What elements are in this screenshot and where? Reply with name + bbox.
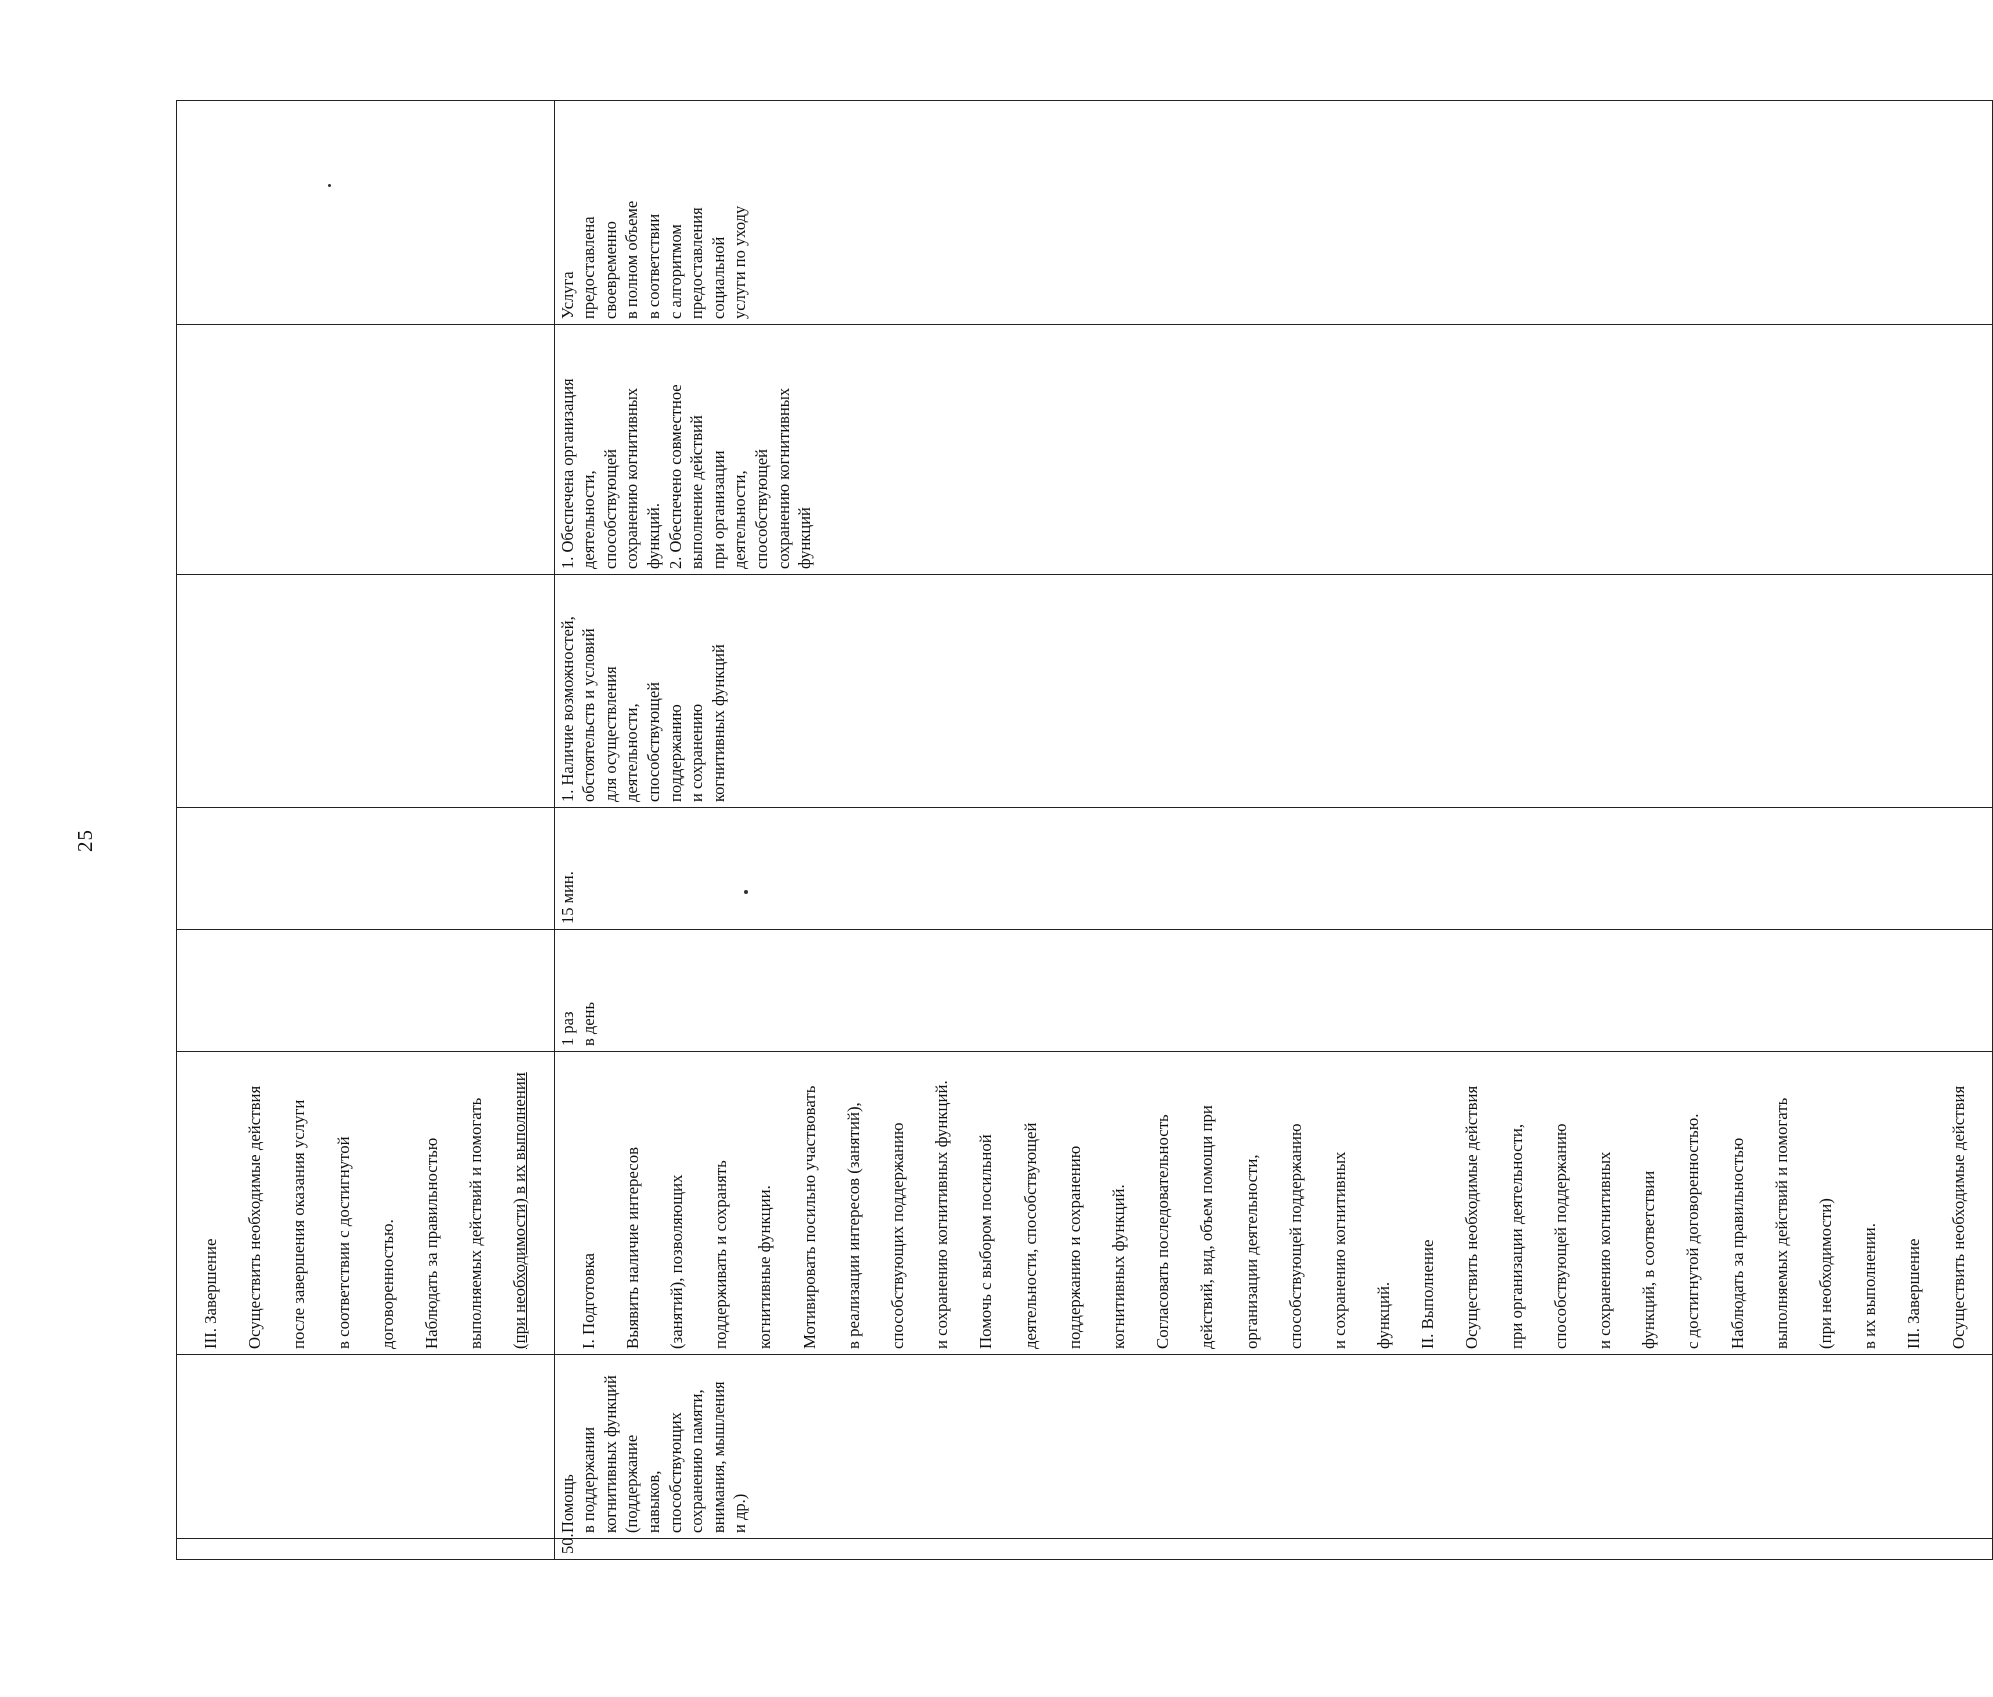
services-table <box>176 100 1993 1560</box>
cell-duration <box>177 808 555 930</box>
cell-frequency <box>177 930 555 1052</box>
step-line: когнитивных функций. <box>1108 1184 1128 1349</box>
cell-results <box>177 325 555 575</box>
cell-service-name: Помощь в поддержании когнитивных функций (поддержание навыков, способствующих сохранению памяти, внимания, мышления и др.) <box>554 1355 1992 1539</box>
cell-frequency: 1 раз в день <box>554 930 1992 1052</box>
step-line: II. Выполнение <box>1418 1239 1438 1349</box>
cell-duration: 15 мин. <box>554 808 1992 930</box>
step-line: Согласовать последовательность <box>1153 1114 1173 1349</box>
cell-conditions: 1. Наличие возможностей, обстоятельств и условий для осуществления деятельности, способствующей поддержанию и сохранению когнитивных функций <box>554 575 1992 808</box>
step-line: Мотивировать посильно участвовать <box>799 1085 819 1349</box>
cell-number <box>177 1539 555 1560</box>
step-line: (занятий), позволяющих <box>667 1174 687 1349</box>
step-line: выполняемых действий и помогать <box>466 1097 486 1349</box>
step-line: Осуществить необходимые действия <box>245 1085 265 1349</box>
page-number: 25 <box>73 829 97 852</box>
step-line: выполняемых действий и помогать <box>1771 1097 1791 1349</box>
step-line: договоренностью. <box>377 1219 397 1349</box>
step-line: поддерживать и сохранять <box>711 1160 731 1349</box>
step-line: способствующей поддержанию <box>1550 1123 1570 1349</box>
step-line: при организации деятельности, <box>1506 1123 1526 1349</box>
step-line: и сохранению когнитивных функций. <box>932 1080 952 1349</box>
cell-conditions <box>177 575 555 808</box>
cell-results: 1. Обеспечена организация деятельности, способствующей сохранению когнитивных функций. 2. Обеспечено совместное выполнение действий при организации деятельности, способствующей сохранению когнитивных функций <box>554 325 1992 575</box>
scan-speck <box>744 890 748 894</box>
step-line: III. Завершение <box>1904 1238 1924 1349</box>
step-line: Осуществить необходимые действия <box>1948 1085 1968 1349</box>
step-line: и сохранению когнитивных <box>1329 1151 1349 1349</box>
step-line: (при необходимости) в их выполнении <box>510 1072 530 1349</box>
step-line: Наблюдать за правильностью <box>1727 1137 1747 1349</box>
step-line: (при необходимости) <box>1815 1198 1835 1349</box>
step-line: когнитивные функции. <box>755 1185 775 1349</box>
step-line: Помочь с выбором посильной <box>976 1134 996 1349</box>
step-line: после завершения оказания услуги <box>289 1099 309 1349</box>
step-line: способствующих поддержанию <box>888 1122 907 1349</box>
step-line: Наблюдать за правильностью <box>422 1137 442 1349</box>
step-line: деятельности, способствующей <box>1020 1122 1040 1349</box>
step-line: в их выполнении. <box>1860 1223 1880 1349</box>
cell-service-name <box>177 1355 555 1539</box>
table-row <box>554 101 1992 1560</box>
cell-service-steps <box>177 1052 555 1355</box>
step-line: функций. <box>1374 1281 1394 1349</box>
cell-number: 50. <box>554 1539 1992 1560</box>
step-line: в реализации интересов (занятий), <box>843 1102 863 1349</box>
cell-quality <box>177 101 555 325</box>
step-line: III. Завершение <box>201 1238 221 1349</box>
step-line: организации деятельности, <box>1241 1154 1261 1349</box>
step-line: I. Подготовка <box>578 1253 598 1349</box>
step-line: функций, в соответствии <box>1639 1170 1659 1349</box>
cell-quality: Услуга предоставлена своевременно в полном объеме в соответствии с алгоритмом предоставления социальной услуги по уходу <box>554 101 1992 325</box>
step-line: и сохранению когнитивных <box>1595 1151 1614 1349</box>
step-line: Выявить наличие интересов <box>622 1146 642 1349</box>
cell-service-steps <box>554 1052 1992 1355</box>
scan-speck <box>328 184 331 187</box>
step-line: в соответствии с достигнутой <box>333 1136 353 1349</box>
step-line: Осуществить необходимые действия <box>1462 1085 1482 1349</box>
table-row-continued <box>177 101 555 1560</box>
step-line: способствующей поддержанию <box>1285 1123 1305 1349</box>
step-line: поддержанию и сохранению <box>1064 1145 1084 1349</box>
rotated-page-content <box>176 101 1968 1560</box>
step-line: с достигнутой договоренностью. <box>1683 1113 1703 1349</box>
step-line: действий, вид, объем помощи при <box>1197 1105 1217 1349</box>
